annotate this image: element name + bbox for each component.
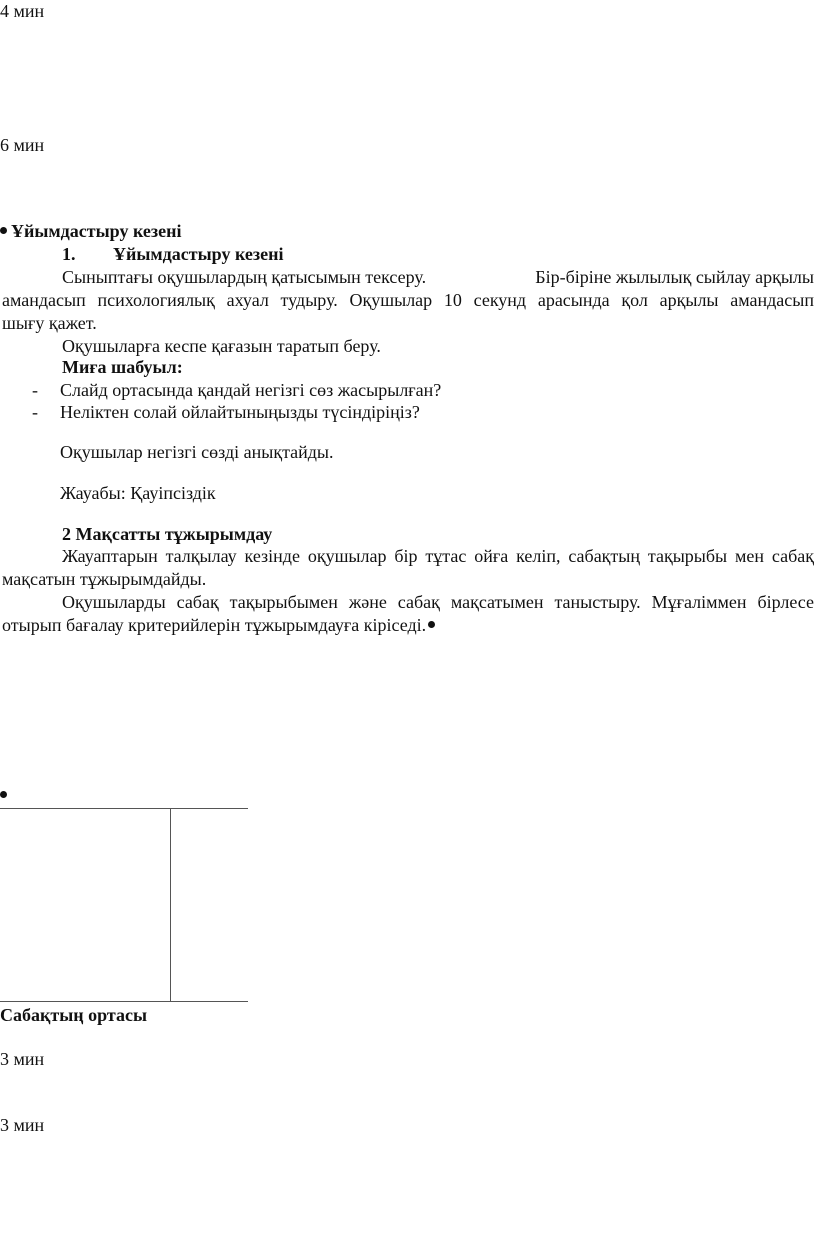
bullet-icon [0,791,7,798]
section-heading-text: Ұйымдастыру кезені [11,221,182,241]
subsection-heading: Ұйымдастыру кезені [113,244,284,264]
section-heading: Сабақтың ортасы [0,1005,148,1025]
list-dash: - [32,402,38,422]
bullet-icon [428,621,435,628]
paragraph-text: Оқушыларға кеспе қағазын таратып беру. [62,336,381,356]
section-heading [0,220,181,242]
list-dash: - [32,380,38,400]
answer-text: Жауабы: Қауіпсіздік [60,483,216,503]
list-item: Слайд ортасында қандай негізгі сөз жасырылған? [60,380,442,400]
paragraph-text: Жауаптарын талқылау кезінде оқушылар бір тұтас ойға келіп, сабақтың тақырыбы мен сабақ [62,546,814,566]
paragraph-text: мақсатын тұжырымдайды. [2,569,207,589]
table-column-divider [170,808,171,1002]
paragraph-text-content: отырып бағалау критерийлерін тұжырымдауға кіріседі. [2,615,427,635]
paragraph-text [2,614,439,636]
section-heading: 2 Мақсатты тұжырымдау [62,524,273,544]
paragraph-text: Оқушыларды сабақ тақырыбымен және сабақ мақсатымен таныстыру. Мұғаліммен бірлесе [62,592,814,612]
time-label: 6 мин [0,135,45,155]
paragraph-text: Бір-біріне жылылық сыйлау арқылы [535,267,814,287]
list-item: Неліктен солай ойлайтыныңызды түсіндіріңіз? [60,402,420,422]
time-label: 3 мин [0,1115,45,1135]
table-bottom-border [0,1001,248,1002]
bullet-marker [0,784,11,806]
paragraph-text: амандасып психологиялық ахуал тудыру. Оқушылар 10 секунд арасында қол арқылы амандасып [2,290,814,310]
time-label: 3 мин [0,1049,45,1069]
note-text: Оқушылар негізгі сөзді анықтайды. [60,442,334,462]
brainstorm-heading: Миға шабуыл: [62,357,183,377]
list-number: 1. [62,244,76,264]
bullet-icon [0,227,7,234]
time-label: 4 мин [0,1,45,21]
paragraph-text: шығу қажет. [2,313,97,333]
paragraph-text: Сыныптағы оқушылардың қатысымын тексеру. [62,267,427,287]
table-top-border [0,808,248,809]
